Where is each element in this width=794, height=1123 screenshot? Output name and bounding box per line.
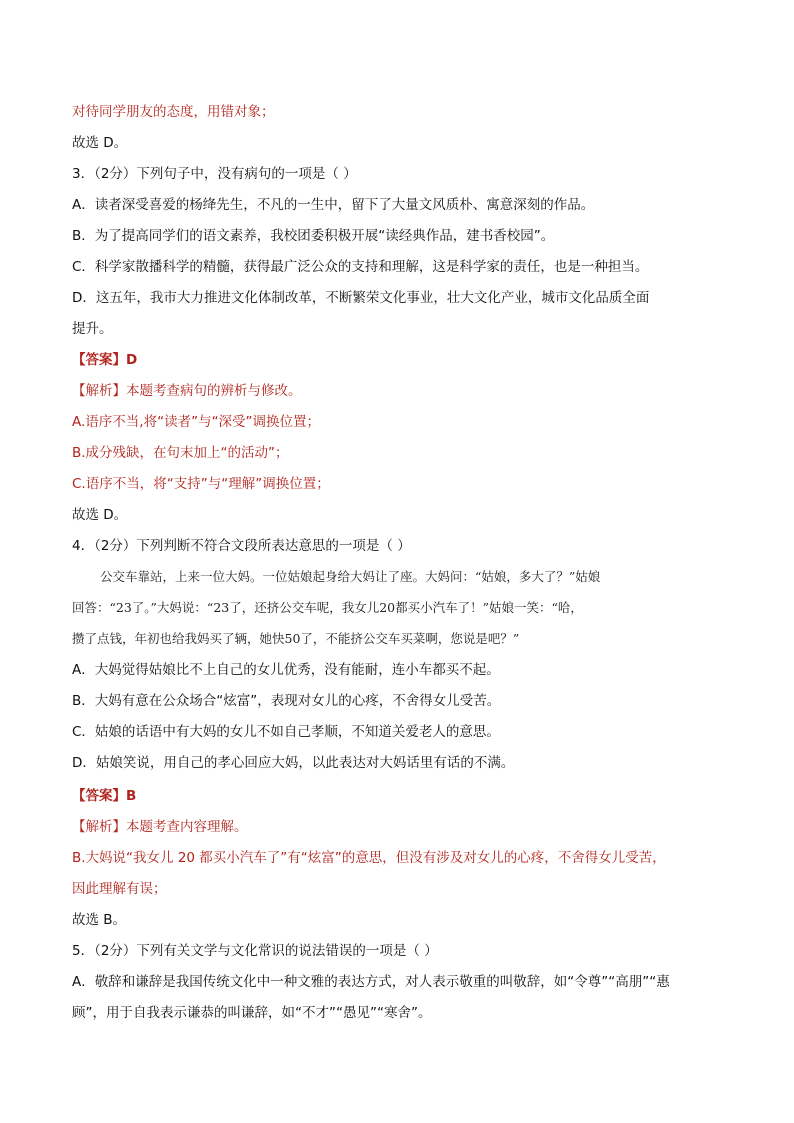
- text-line: 故选 D。: [72, 135, 128, 151]
- option-d: D．这五年，我市大力推进文化体制改革，不断繁荣文化事业，壮大文化产业，城市文化品质全面: [72, 290, 650, 306]
- option-d: D．姑娘笑说，用自己的孝心回应大妈，以此表达对大妈话里有话的不满。: [72, 755, 515, 771]
- option-c: C．姑娘的话语中有大妈的女儿不如自己孝顺，不知道关爱老人的意思。: [72, 724, 500, 740]
- text-line: 故选 D。: [72, 507, 128, 523]
- analysis-line: 因此理解有误；: [72, 881, 167, 897]
- option-b: B．为了提高同学们的语文素养，我校团委积极开展“读经典作品，建书香校园”。: [72, 228, 555, 244]
- text-line: 故选 B。: [72, 912, 127, 928]
- answer-label: 【答案】B: [72, 788, 137, 804]
- option-a: A．敬辞和谦辞是我国传统文化中一种文雅的表达方式，对人表示敬重的叫敬辞，如“令尊”“高朋”“惠: [72, 974, 670, 990]
- option-a: A．读者深受喜爱的杨绛先生，不凡的一生中，留下了大量文风质朴、寓意深刻的作品。: [72, 197, 595, 213]
- option-a-continued: 顾”，用于自我表示谦恭的叫谦辞，如“不才”“愚见”“寒舍”。: [72, 1005, 432, 1021]
- text-line: 对待同学朋友的态度，用错对象；: [72, 104, 275, 120]
- analysis-label: 【解析】本题考查病句的辨析与修改。: [72, 383, 302, 399]
- question-4-stem: 4．（2分）下列判断不符合文段所表达意思的一项是（ ）: [72, 538, 411, 554]
- analysis-line: B.成分残缺，在句末加上“的活动”；: [72, 445, 289, 461]
- option-a: A．大妈觉得姑娘比不上自己的女儿优秀，没有能耐，连小车都买不起。: [72, 662, 500, 678]
- question-3-stem: 3．（2分）下列句子中，没有病句的一项是（ ）: [72, 166, 357, 182]
- passage-line: 公交车靠站，上来一位大妈。一位姑娘起身给大妈让了座。大妈问：“姑娘，多大了？”姑娘: [100, 569, 601, 584]
- passage-line: 攒了点钱，年初也给我妈买了辆，她快50了，不能挤公交车买菜啊，您说是吧？”: [72, 631, 520, 646]
- passage-line: 回答：“23了。”大妈说：“23了，还挤公交车呢，我女儿20都买小汽车了！”姑娘一笑：“哈，: [72, 600, 583, 615]
- analysis-line: B.大妈说“我女儿 20 都买小汽车了”有“炫富”的意思，但没有涉及对女儿的心疼，不舍得女儿受苦，: [72, 850, 666, 866]
- option-d-continued: 提升。: [72, 321, 113, 337]
- question-5-stem: 5．（2分）下列有关文学与文化常识的说法错误的一项是（ ）: [72, 943, 438, 959]
- option-b: B．大妈有意在公众场合“炫富”，表现对女儿的心疼，不舍得女儿受苦。: [72, 693, 501, 709]
- option-c: C．科学家散播科学的精髓，获得最广泛公众的支持和理解，这是科学家的责任，也是一种担当。: [72, 259, 649, 275]
- answer-label: 【答案】D: [72, 352, 138, 368]
- analysis-line: C.语序不当，将“支持”与“理解”调换位置；: [72, 476, 330, 492]
- analysis-label: 【解析】本题考查内容理解。: [72, 819, 248, 835]
- analysis-line: A.语序不当,将“读者”与“深受”调换位置；: [72, 414, 321, 430]
